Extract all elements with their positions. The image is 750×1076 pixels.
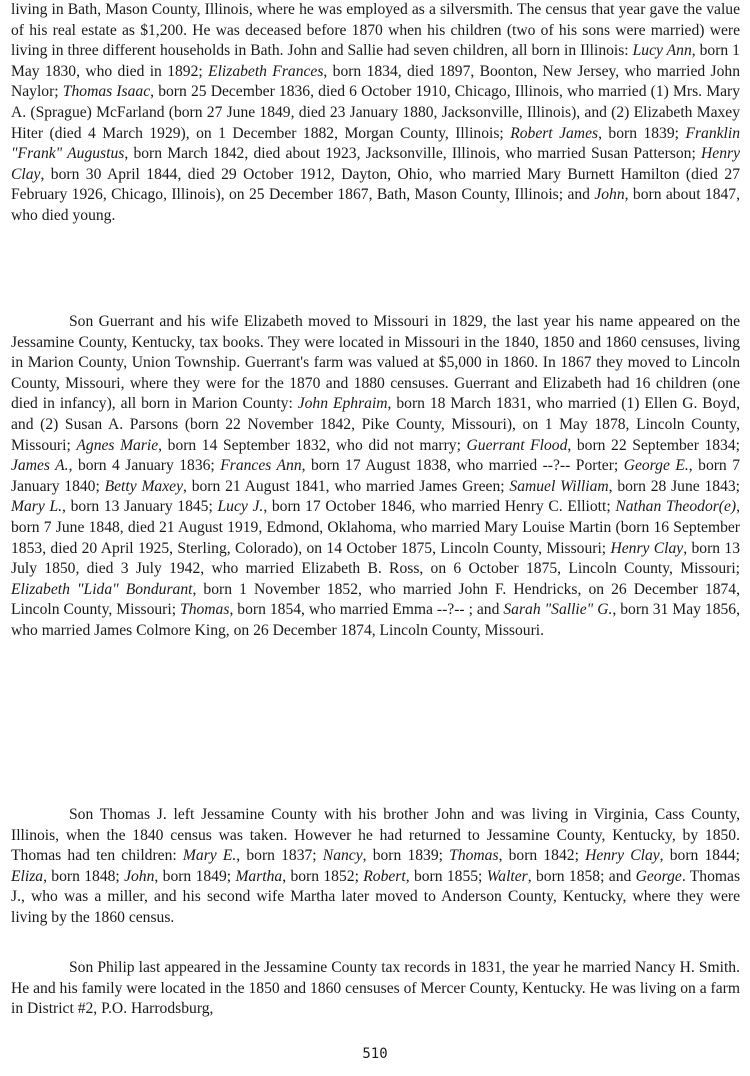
person-name: Thomas Isaac	[62, 83, 151, 101]
person-name: Nancy	[322, 847, 363, 865]
text-run: Son Guerrant and his wife Elizabeth moved to Missouri in 1829, the last year his name appeared on the Jessamine County, Kentucky, tax books. They were located in Missouri in the 1840, 1850 and 1860 censuses, living in Marion County, Union Township. Guerrant's farm was valued at $5,000 in 1860. In 1867 they moved to Lincoln County, Missouri, where they were for the 1870 and 1880 censuses. Guerrant and Elizabeth had 16 children (one died in infancy), all born in Marion County:	[11, 313, 740, 413]
person-name: John Ephraim	[297, 395, 388, 413]
text-run: , born 1839;	[598, 124, 686, 142]
paragraph-philip	[11, 958, 740, 1020]
paragraph-guerrant-elizabeth	[11, 312, 740, 642]
text-run: , born 1839;	[362, 847, 450, 865]
person-name: Mary L.	[11, 498, 63, 516]
page-number: 510	[362, 1046, 388, 1062]
person-name: Elizabeth "Lida" Bondurant	[11, 580, 193, 598]
person-name: Eliza	[11, 867, 44, 885]
text-run: , born 21 August 1841, who married James Green;	[183, 477, 510, 495]
text-run: , born 7 June 1848, died 21 August 1919, Edmond, Oklahoma, who married Mary Louise Martin (born 16 September 1853, died 20 April 1925, Sterling, Colorado), on 14 October 1875, Lincoln County, Missouri;	[11, 498, 741, 557]
person-name: Walter	[486, 867, 528, 885]
text-run: , born 4 January 1836;	[68, 457, 221, 475]
text-run: , born 1854, who married Emma --?-- ; and	[229, 601, 504, 619]
person-name: Samuel William	[509, 477, 609, 495]
text-run: . Thomas J., who was a miller, and his second wife Martha later moved to Anderson County, Kentucky, where they were living by the 1860 census.	[11, 867, 741, 926]
text-run: , born 1855;	[405, 867, 487, 885]
text-run: , born 28 June 1843;	[608, 477, 741, 495]
text-run: , born 1837;	[236, 847, 323, 865]
text-run: , born 1849;	[154, 867, 236, 885]
text-run: , born 1858; and	[527, 867, 636, 885]
text-run: , born 1848;	[43, 867, 125, 885]
person-name: Elizabeth Frances	[208, 62, 324, 80]
person-name: Franklin "Frank" Augustus	[11, 124, 741, 163]
person-name: Lucy Ann	[632, 42, 692, 60]
text-run: , born 25 December 1836, died 6 October 1910, Chicago, Illinois, who married (1) Mrs. Mary A. (Sprague) McFarland (born 27 June 1849, died 23 January 1880, Jacksonville, Illinois), and (2) Elizabeth Maxey Hiter (died 4 March 1929), on 1 December 1882, Morgan County, Illinois;	[11, 83, 740, 142]
text-run: , born March 1842, died about 1923, Jacksonville, Illinois, who married Susan Patterson;	[124, 145, 702, 163]
person-name: Thomas	[180, 601, 230, 619]
text-run: , born 17 August 1838, who married --?-- Porter;	[301, 457, 624, 475]
person-name: Robert James	[510, 124, 599, 142]
paragraph-thomas-j	[11, 805, 740, 929]
text-run: , born 1 November 1852, who married John F. Hendricks, on 26 December 1874, Lincoln County, Missouri;	[11, 580, 740, 619]
text-run: , born about 1847, who died young.	[11, 186, 740, 224]
person-name: Henry Clay	[610, 539, 684, 557]
text-run: Son Philip last appeared in the Jessamine County tax records in 1831, the year he married Nancy H. Smith. He and his family were located in the 1850 and 1860 censuses of Mercer County, Kentucky. He was living on a farm in District #2, P.O. Harrodsburg,	[11, 959, 740, 1018]
text-run: , born 7 January 1840;	[11, 457, 740, 495]
person-name: George E.	[623, 457, 689, 475]
text-run: , born 18 March 1831, who married (1) Ellen G. Boyd, and (2) Susan A. Parsons (born 22 November 1842, Pike County, Missouri), on 1 May 1878, Lincoln County, Missouri;	[11, 395, 740, 454]
person-name: Sarah "Sallie" G.	[503, 601, 613, 619]
text-run: living in Bath, Mason County, Illinois, where he was employed as a silversmith. The census that year gave the value of his real estate as $1,200. He was deceased before 1870 when his children (two of his sons were married) were living in three different households in Bath. John and Sallie had seven children, all born in Illinois:	[11, 1, 740, 60]
person-name: Lucy J.	[217, 498, 264, 516]
person-name: Guerrant Flood	[466, 436, 568, 454]
person-name: Agnes Marie	[76, 436, 159, 454]
person-name: Nathan Theodor(e)	[615, 498, 737, 516]
person-name: George	[635, 867, 682, 885]
text-run: , born 30 April 1844, died 29 October 1912, Dayton, Ohio, who married Mary Burnett Hamilton (died 27 February 1926, Chicago, Illinois), on 25 December 1867, Bath, Mason County, Illinois; and	[11, 165, 740, 204]
person-name: Robert	[363, 867, 406, 885]
person-name: Henry Clay	[585, 847, 660, 865]
paragraph-john-sallie-children	[11, 0, 740, 227]
person-name: Mary E.	[182, 847, 237, 865]
text-run: , born 13 January 1845;	[62, 498, 218, 516]
text-run: , born 13 July 1850, died 3 July 1942, who married Elizabeth B. Ross, on 6 October 1875, Lincoln County, Missouri;	[11, 539, 740, 578]
text-run: , born 1844;	[659, 847, 741, 865]
person-name: Henry Clay	[11, 145, 740, 183]
text-run: , born 22 September 1834;	[567, 436, 740, 454]
person-name: Thomas	[449, 847, 499, 865]
text-run: , born 1842;	[498, 847, 586, 865]
text-run: , born 1852;	[282, 867, 364, 885]
person-name: James A.	[11, 457, 69, 475]
text-run: , born 17 October 1846, who married Henry C. Elliott;	[263, 498, 616, 516]
person-name: Frances Ann	[220, 457, 302, 475]
text-run: , born 31 May 1856, who married James Colmore King, on 26 December 1874, Lincoln County, Missouri.	[11, 601, 741, 639]
person-name: John	[124, 867, 155, 885]
text-run: , born 1834, died 1897, Boonton, New Jersey, who married John Naylor;	[11, 62, 741, 101]
person-name: Betty Maxey	[104, 477, 183, 495]
text-run: , born 14 September 1832, who did not marry;	[158, 436, 467, 454]
text-run: Son Thomas J. left Jessamine County with his brother John and was living in Virginia, Cass County, Illinois, when the 1840 census was taken. However he had returned to Jessamine County, Kentucky, by 1850. Thomas had ten children:	[11, 806, 740, 865]
person-name: John	[594, 186, 625, 204]
person-name: Martha	[235, 867, 283, 885]
text-run: , born 1 May 1830, who died in 1892;	[11, 42, 740, 80]
